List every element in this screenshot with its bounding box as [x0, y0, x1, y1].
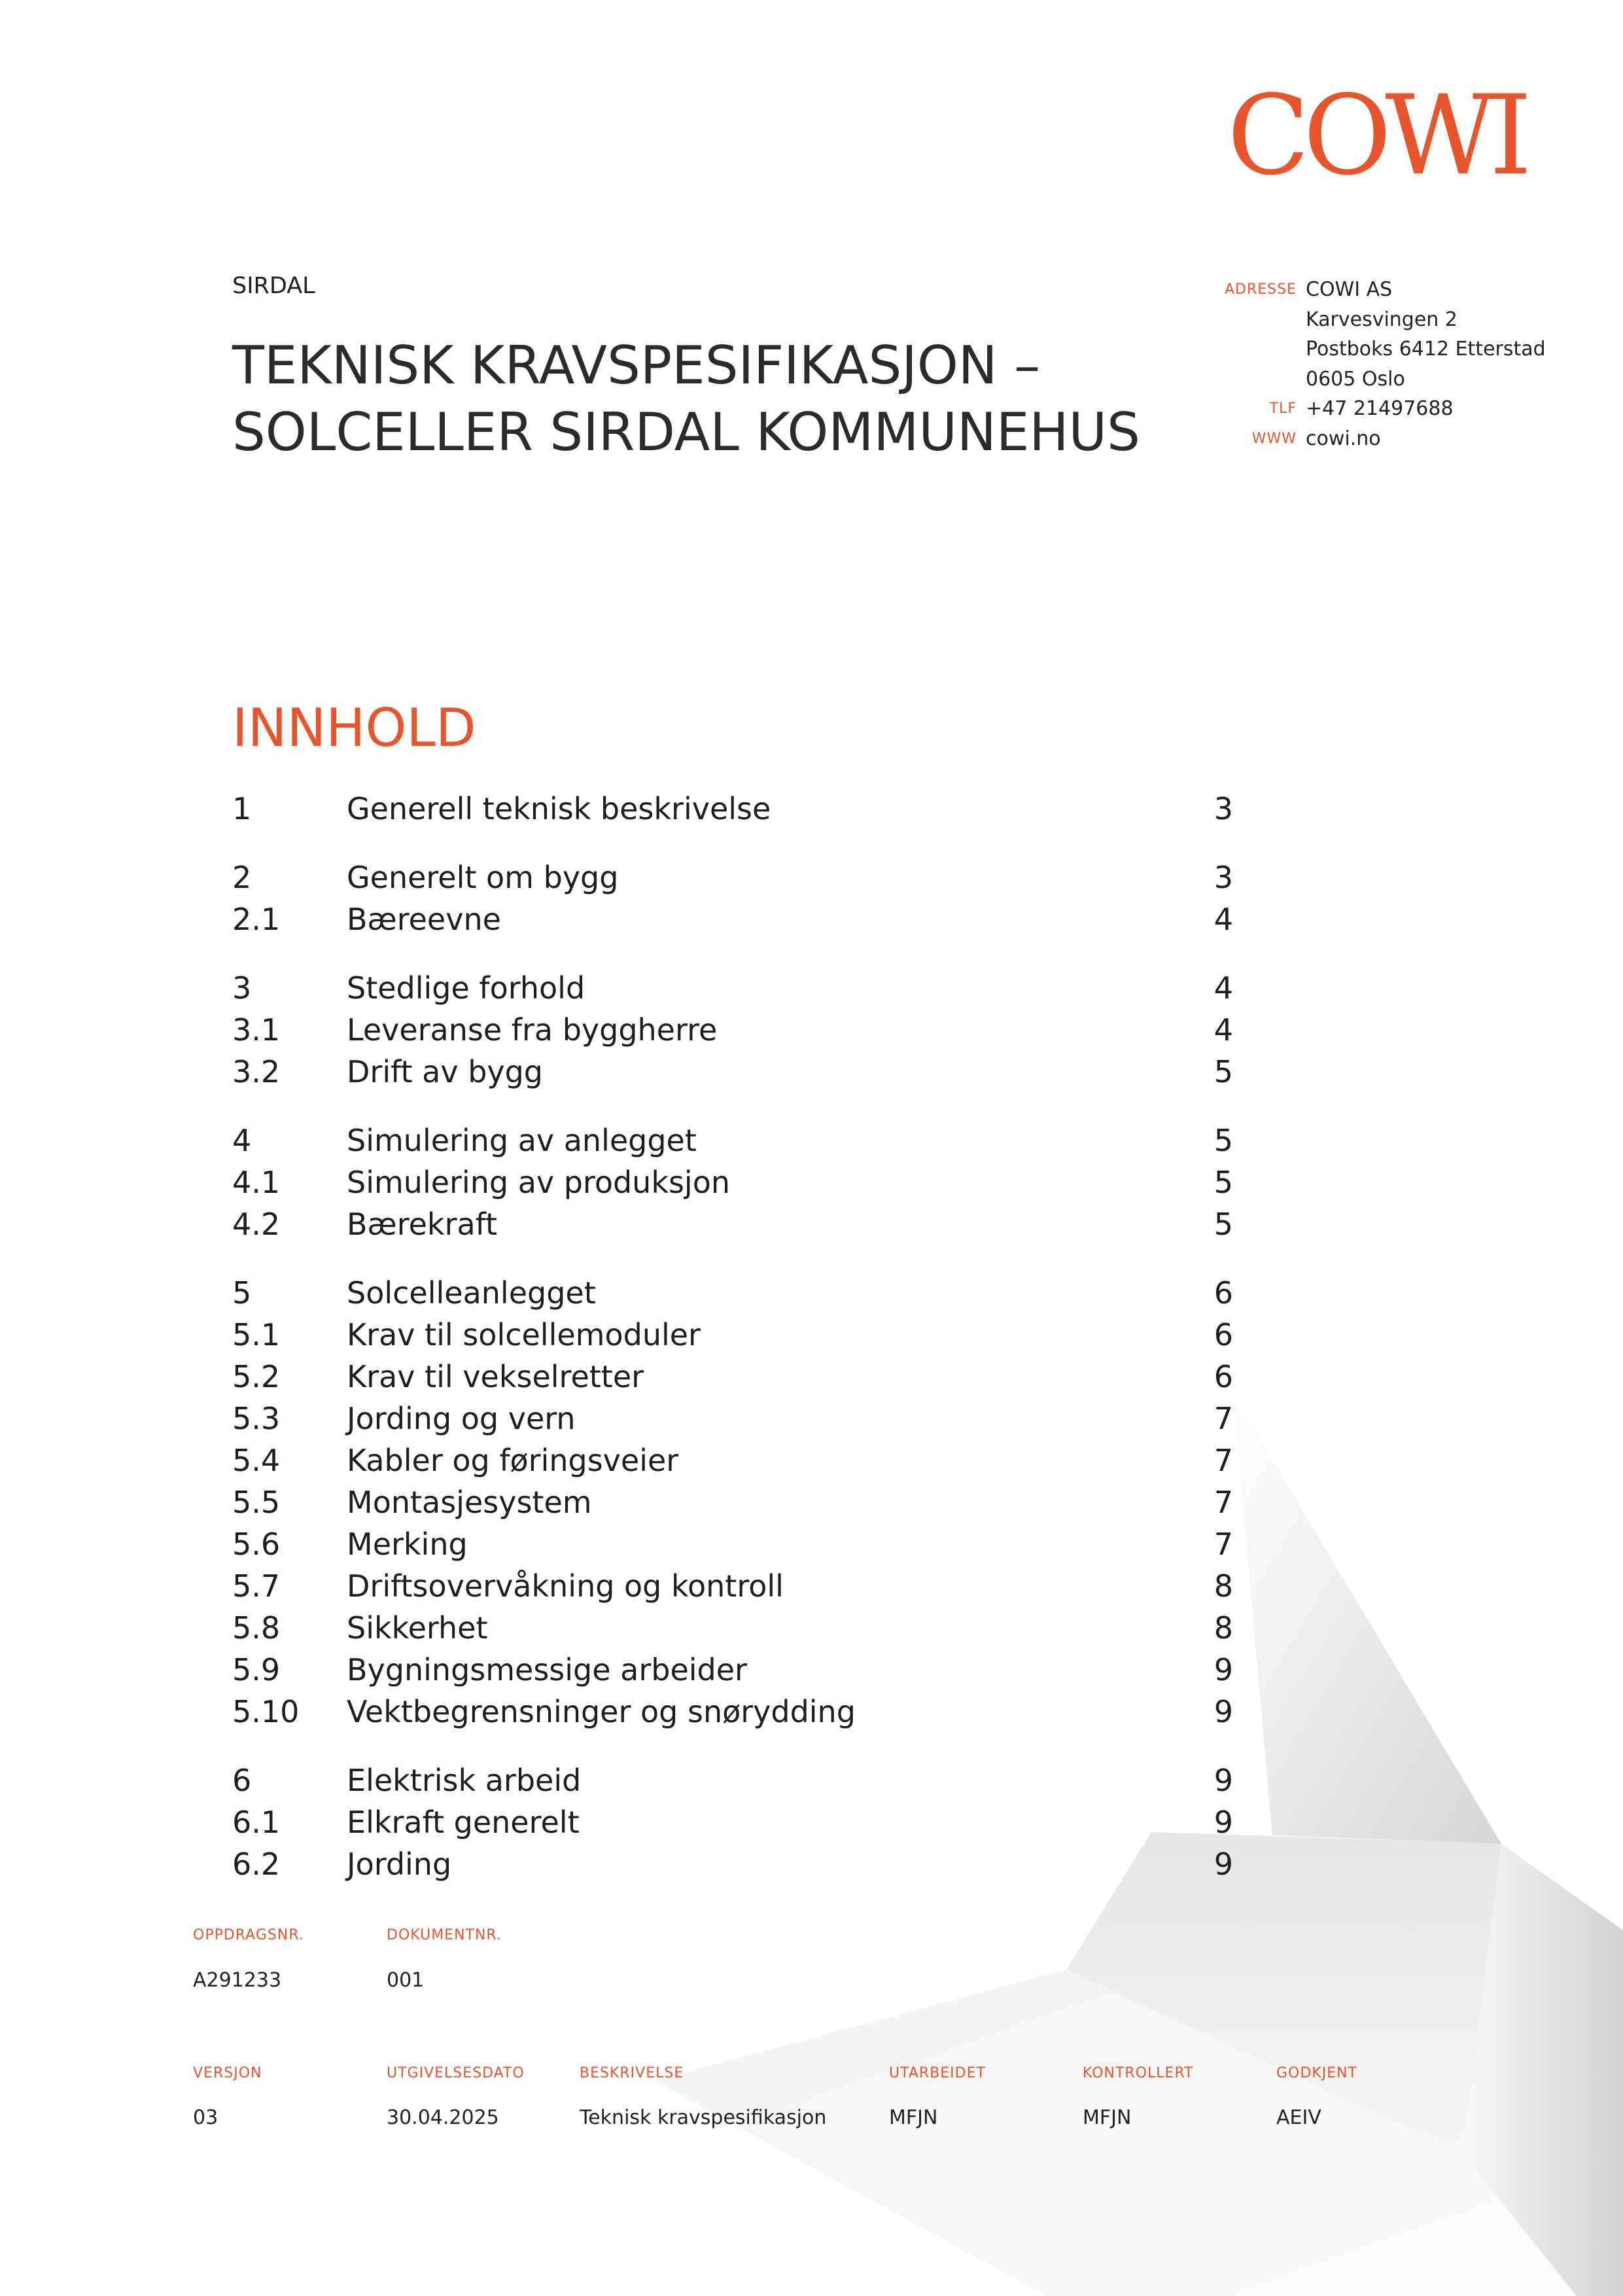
godkjent-label: GODKJENT	[1276, 2065, 1358, 2081]
address-label-spacer	[1178, 305, 1306, 335]
toc-entry-number: 5	[232, 1275, 252, 1311]
toc-entry-page: 7	[1213, 1401, 1233, 1436]
toc-entry-title: Merking	[347, 1527, 468, 1562]
toc-entry-title: Jording	[347, 1846, 452, 1882]
toc-entry-number: 3.1	[232, 1012, 281, 1048]
toc-entry-page: 3	[1213, 791, 1233, 826]
toc-entry-title: Drift av bygg	[347, 1054, 544, 1089]
toc-entry-title: Jording og vern	[347, 1401, 576, 1436]
toc-entry-page: 4	[1213, 902, 1233, 937]
toc-entry-number: 6.1	[232, 1805, 281, 1840]
address-line: 0605 Oslo	[1306, 367, 1405, 391]
toc-entry-page: 6	[1213, 1359, 1233, 1394]
toc-entry-title: Generelt om bygg	[347, 860, 619, 895]
address-line: Karvesvingen 2	[1306, 308, 1457, 331]
toc-entry-number: 5.2	[232, 1359, 281, 1394]
toc-entry-title: Bæreevne	[347, 902, 501, 937]
utarbeidet-value: MFJN	[889, 2106, 938, 2129]
page-title: TEKNISK KRAVSPESIFIKASJON – SOLCELLER SIRDAL KOMMUNEHUS	[232, 335, 1140, 463]
address-row	[1178, 334, 1609, 364]
toc-entry[interactable]	[232, 1203, 1233, 1245]
toc-entry-title: Driftsovervåkning og kontroll	[347, 1568, 784, 1604]
toc-entry[interactable]	[232, 1607, 1233, 1649]
toc-entry-number: 5.5	[232, 1485, 281, 1520]
toc-entry-number: 5.3	[232, 1401, 281, 1436]
toc-entry-page: 5	[1213, 1123, 1233, 1158]
utarbeidet-label: UTARBEIDET	[889, 2065, 986, 2081]
toc-entry-title: Simulering av anlegget	[347, 1123, 697, 1158]
kontrollert-value: MFJN	[1083, 2106, 1132, 2129]
dokumentnr-label: DOKUMENTNR.	[387, 1927, 502, 1943]
address-line: Postboks 6412 Etterstad	[1306, 338, 1546, 361]
oppdragsnr-value: A291233	[193, 1969, 282, 1992]
toc-entry-title: Elkraft generelt	[347, 1805, 580, 1840]
toc-entry-page: 5	[1213, 1054, 1233, 1089]
toc-entry-number: 1	[232, 791, 252, 826]
toc-entry-title: Krav til solcellemoduler	[347, 1317, 701, 1352]
toc-entry[interactable]	[232, 1481, 1233, 1523]
toc-entry-page: 5	[1213, 1207, 1233, 1242]
toc-entry[interactable]	[232, 967, 1233, 1009]
toc-entry-page: 9	[1213, 1846, 1233, 1882]
address-label-spacer	[1178, 334, 1306, 364]
toc-entry-page: 7	[1213, 1443, 1233, 1478]
toc-entry-number: 6	[232, 1763, 252, 1798]
toc-entry-number: 5.7	[232, 1568, 281, 1604]
toc-entry[interactable]	[232, 1801, 1233, 1843]
address-row	[1178, 364, 1609, 395]
toc-entry[interactable]	[232, 1272, 1233, 1314]
toc-entry-page: 3	[1213, 860, 1233, 895]
address-line: COWI AS	[1306, 278, 1393, 301]
toc-entry-number: 5.1	[232, 1317, 281, 1352]
toc-entry-page: 9	[1213, 1694, 1233, 1729]
toc-entry-number: 3	[232, 970, 252, 1006]
decor-facet	[1233, 1394, 1501, 1844]
beskrivelse-value: Teknisk kravspesifikasjon	[580, 2106, 827, 2129]
phone-label: TLF	[1269, 400, 1297, 417]
toc-entry-title: Leveranse fra byggherre	[347, 1012, 718, 1048]
toc-entry[interactable]	[232, 1439, 1233, 1481]
beskrivelse-label: BESKRIVELSE	[580, 2065, 684, 2081]
toc-entry[interactable]	[232, 1649, 1233, 1691]
oppdragsnr-label: OPPDRAGSNR.	[193, 1927, 304, 1943]
toc-entry-title: Bærekraft	[347, 1207, 498, 1242]
toc-entry-title: Krav til vekselretter	[347, 1359, 644, 1394]
address-label: ADRESSE	[1224, 281, 1297, 298]
toc-entry-title: Solcelleanlegget	[347, 1275, 596, 1311]
toc-entry-page: 4	[1213, 1012, 1233, 1048]
toc-entry-title: Montasjesystem	[347, 1485, 592, 1520]
toc-entry-number: 5.10	[232, 1694, 300, 1729]
web-link[interactable]: cowi.no	[1306, 427, 1381, 450]
toc-entry-number: 5.6	[232, 1527, 281, 1562]
versjon-value: 03	[193, 2106, 218, 2129]
toc-entry-title: Vektbegrensninger og snørydding	[347, 1694, 856, 1729]
toc-entry-number: 5.9	[232, 1652, 281, 1687]
toc-entry[interactable]	[232, 1051, 1233, 1093]
toc-entry-title: Stedlige forhold	[347, 970, 585, 1006]
toc-entry[interactable]	[232, 1120, 1233, 1161]
versjon-label: VERSJON	[193, 2065, 262, 2081]
toc-entry-page: 5	[1213, 1165, 1233, 1200]
cowi-logo: COWI	[1227, 71, 1526, 200]
utgivelsesdato-label: UTGIVELSESDATO	[387, 2065, 525, 2081]
toc-entry-number: 3.2	[232, 1054, 281, 1089]
toc-entry[interactable]	[232, 1565, 1233, 1607]
toc-entry[interactable]	[232, 1843, 1233, 1885]
toc-entry-number: 2	[232, 860, 252, 895]
toc-entry-title: Sikkerhet	[347, 1610, 488, 1646]
toc-heading: INNHOLD	[232, 698, 476, 758]
toc-entry[interactable]	[232, 1314, 1233, 1356]
toc-entry-number: 2.1	[232, 902, 281, 937]
toc-entry-number: 4.1	[232, 1165, 281, 1200]
toc-entry-number: 6.2	[232, 1846, 281, 1882]
toc-entry-page: 9	[1213, 1652, 1233, 1687]
toc-entry-number: 5.4	[232, 1443, 281, 1478]
address-row	[1178, 275, 1609, 305]
toc-entry-number: 4.2	[232, 1207, 281, 1242]
toc-entry-title: Simulering av produksjon	[347, 1165, 731, 1200]
toc-entry-page: 8	[1213, 1568, 1233, 1604]
toc-entry[interactable]	[232, 857, 1233, 898]
kontrollert-label: KONTROLLERT	[1083, 2065, 1194, 2081]
web-row	[1178, 424, 1609, 454]
toc-entry[interactable]	[232, 898, 1233, 940]
toc-entry-title: Elektrisk arbeid	[347, 1763, 582, 1798]
toc-entry-title: Generell teknisk beskrivelse	[347, 791, 771, 826]
toc-entry-page: 7	[1213, 1527, 1233, 1562]
phone-row	[1178, 394, 1609, 424]
toc-entry[interactable]	[232, 1759, 1233, 1801]
toc-entry-page: 9	[1213, 1763, 1233, 1798]
toc-entry-page: 7	[1213, 1485, 1233, 1520]
toc-entry[interactable]	[232, 788, 1233, 830]
toc-entry-title: Kabler og føringsveier	[347, 1443, 679, 1478]
toc-entry[interactable]	[232, 1009, 1233, 1051]
godkjent-value: AEIV	[1276, 2106, 1321, 2129]
toc-entry[interactable]	[232, 1356, 1233, 1398]
toc-entry-page: 4	[1213, 970, 1233, 1006]
toc-entry-title: Bygningsmessige arbeider	[347, 1652, 747, 1687]
phone-value: +47 21497688	[1306, 397, 1454, 420]
web-label: WWW	[1251, 430, 1297, 447]
toc-entry-page: 9	[1213, 1805, 1233, 1840]
toc-entry-page: 6	[1213, 1317, 1233, 1352]
location-label: SIRDAL	[232, 273, 315, 299]
dokumentnr-value: 001	[387, 1969, 425, 1992]
toc-entry[interactable]	[232, 1523, 1233, 1565]
address-row	[1178, 305, 1609, 335]
toc-entry-number: 4	[232, 1123, 252, 1158]
address-label-spacer	[1178, 364, 1306, 395]
toc-entry-page: 8	[1213, 1610, 1233, 1646]
toc-entry[interactable]	[232, 1398, 1233, 1439]
toc-entry-page: 6	[1213, 1275, 1233, 1311]
address-block	[1178, 275, 1609, 453]
toc-entry[interactable]	[232, 1691, 1233, 1733]
utgivelsesdato-value: 30.04.2025	[387, 2106, 499, 2129]
toc-entry-number: 5.8	[232, 1610, 281, 1646]
toc-entry[interactable]	[232, 1161, 1233, 1203]
